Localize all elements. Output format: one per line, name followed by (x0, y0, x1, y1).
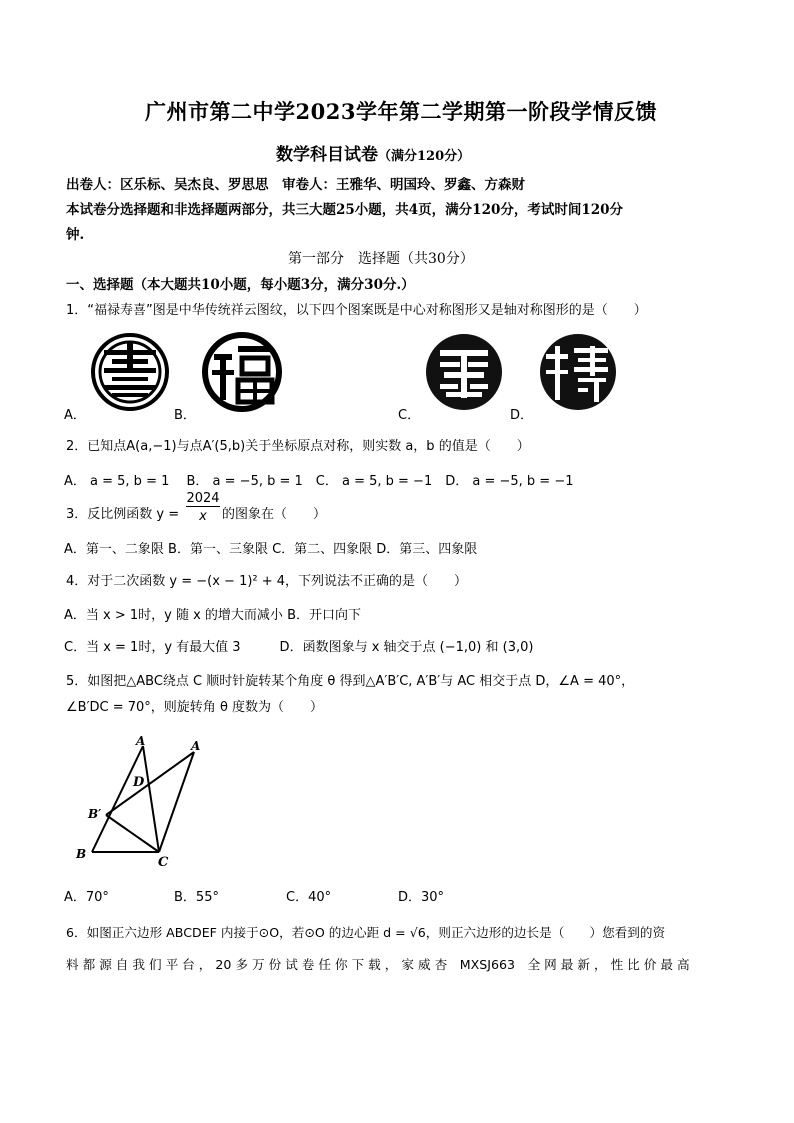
question-2-options: A． a = 5, b = 1 B． a = −5, b = 1 C． a = 5, b = −1 D． a = −5, b = −1 (64, 474, 574, 489)
q1-option-d: D． (510, 408, 534, 423)
question-2-stem: 2．已知点A(a,−1)与点A′(5,b)关于坐标原点对称，则实数 a，b 的值是（ ） (66, 439, 530, 454)
fu-character-icon (202, 332, 282, 412)
q1-option-a: A． (64, 408, 86, 423)
question-5-stem-line2: ∠B′DC = 70°，则旋转角 θ 度数为（ ） (66, 700, 324, 715)
q1-option-b: B． (174, 408, 196, 423)
part-title: 第一部分 选择题（共30分） (288, 251, 474, 267)
exam-title: 广州市第二中学2023学年第二学期第一阶段学情反馈 (145, 99, 657, 124)
score-label: （满分120分） (378, 149, 471, 164)
shou-character-icon (538, 332, 618, 412)
q5-option-c: C．40° (286, 890, 332, 905)
label-A: A (136, 734, 146, 748)
q1-option-c: C． (398, 408, 421, 423)
question-1-stem: 1．“福禄寿喜”图是中华传统祥云图纹，以下四个图案既是中心对称图形又是轴对称图形的是（ ） (66, 303, 647, 318)
xi-pattern-icon (90, 332, 170, 412)
question-3-options: A．第一、二象限 B．第一、三象限 C．第二、四象限 D．第三、四象限 (64, 542, 478, 557)
q5-option-b: B．55° (174, 890, 219, 905)
instructions-line-1: 本试卷分选择题和非选择题两部分，共三大题25小题，共4页，满分120分，考试时间120分 (66, 202, 624, 218)
label-D: D (133, 775, 145, 790)
q5-option-a: A．70° (64, 890, 109, 905)
label-B-prime: B′ (88, 807, 102, 821)
label-B: B (76, 847, 87, 861)
question-4-options-ab: A．当 x > 1时，y 随 x 的增大而减小 B．开口向下 (64, 608, 361, 623)
fraction-denominator: x (199, 509, 207, 524)
question-4-stem: 4．对于二次函数 y = −(x − 1)² + 4，下列说法不正确的是（ ） (66, 574, 468, 589)
authors-line: 出卷人：区乐标、吴杰良、罗思思 审卷人：王雅华、明国玲、罗鑫、方森财 (66, 177, 525, 193)
lu-pattern-icon (424, 332, 504, 412)
section-heading: 一、选择题（本大题共10小题，每小题3分，满分30分.） (66, 277, 415, 293)
instructions-line-2: 钟. (66, 227, 85, 243)
subject-label: 数学科目试卷 (276, 145, 378, 165)
q5-option-d: D．30° (398, 890, 445, 905)
question-6-line1: 6．如图正六边形 ABCDEF 内接于⊙O，若⊙O 的边心距 d = √6，则正六边形的边长是（ ）您看到的资 (66, 925, 666, 940)
question-3-stem-pre: 3．反比例函数 y = (66, 507, 180, 522)
label-A-prime: A (191, 739, 201, 753)
fraction-numerator: 2024 (186, 491, 220, 506)
question-3-stem-post: 的图象在（ ） (222, 507, 327, 522)
rotation-triangle-figure (70, 730, 210, 870)
label-C: C (158, 855, 169, 870)
question-5-stem-line1: 5．如图把△ABC绕点 C 顺时针旋转某个角度 θ 得到△A′B′C, A′B′与 AC 相交于点 D，∠A = 40°， (66, 674, 635, 689)
question-6-line2: 料 都 源 自 我 们 平 台 ， 20 多 万 份 试 卷 任 你 下 载 ， 家 威 杏 MXSJ663 全 网 最 新 ， 性 比 价 最 高 (66, 957, 690, 972)
exam-subtitle (276, 140, 470, 165)
question-4-options-cd: C．当 x = 1时，y 有最大值 3 D．函数图象与 x 轴交于点 (−1,0) 和 (3,0) (64, 640, 534, 655)
